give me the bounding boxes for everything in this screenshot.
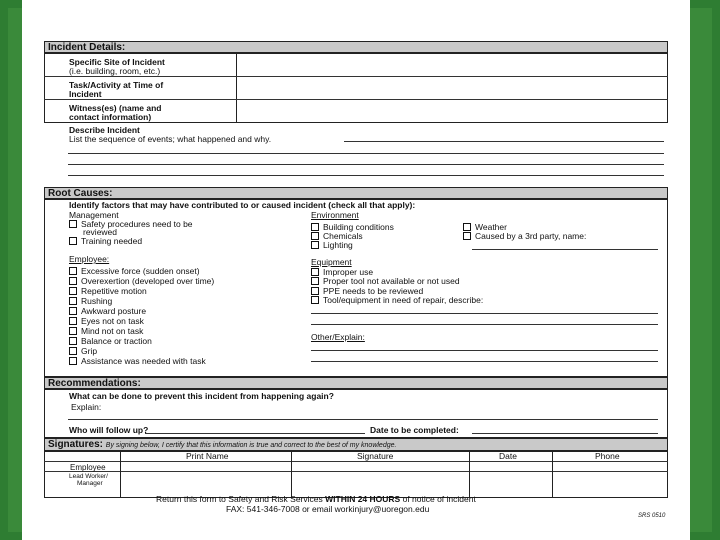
- checkbox-icon: [463, 232, 471, 240]
- third-party-line[interactable]: [472, 249, 658, 250]
- task-field[interactable]: [238, 77, 666, 98]
- checkbox-training-needed[interactable]: Training needed: [69, 236, 142, 246]
- safety-procedures-cont: reviewed: [83, 227, 118, 237]
- checkbox-employee-item[interactable]: Rushing: [69, 296, 112, 306]
- checkbox-icon: [69, 237, 77, 245]
- col-signature: Signature: [357, 451, 394, 461]
- describe-line[interactable]: [68, 175, 664, 176]
- date-completed-line[interactable]: [472, 433, 658, 434]
- describe-line[interactable]: [344, 141, 664, 142]
- prevent-question: What can be done to prevent this incident from happening again?: [69, 391, 334, 401]
- checkbox-employee-item[interactable]: Eyes not on task: [69, 316, 144, 326]
- signatures-note: By signing below, I certify that this information is true and correct to the best of my knowledge.: [105, 442, 397, 449]
- checkbox-icon: [463, 223, 471, 231]
- checkbox-icon: [69, 337, 77, 345]
- row-manager: Manager: [77, 480, 103, 487]
- checkbox-proper-tool[interactable]: Proper tool not available or not used: [311, 276, 460, 286]
- checkbox-icon: [69, 307, 77, 315]
- checkbox-third-party[interactable]: Caused by a 3rd party, name:: [463, 231, 586, 241]
- col-date: Date: [499, 451, 517, 461]
- col-print-name: Print Name: [186, 451, 229, 461]
- describe-line[interactable]: [68, 153, 664, 154]
- checkbox-icon: [69, 347, 77, 355]
- follow-up-label: Who will follow up?: [69, 425, 149, 435]
- checkbox-icon: [69, 220, 77, 228]
- checkbox-icon: [311, 241, 319, 249]
- checkbox-employee-item[interactable]: Assistance was needed with task: [69, 356, 206, 366]
- follow-up-line[interactable]: [145, 433, 365, 434]
- employee-signature-field[interactable]: [292, 462, 468, 471]
- site-label: Specific Site of Incident: [69, 57, 165, 67]
- task-label: Task/Activity at Time of: [69, 80, 164, 90]
- checkbox-icon: [311, 287, 319, 295]
- checkbox-lighting[interactable]: Lighting: [311, 240, 353, 250]
- checkbox-icon: [69, 287, 77, 295]
- witness-label: Witness(es) (name and: [69, 103, 162, 113]
- checkbox-employee-item[interactable]: Balance or traction: [69, 336, 152, 346]
- checkbox-icon: [311, 277, 319, 285]
- management-label: Management: [69, 210, 119, 220]
- employee-date-field[interactable]: [470, 462, 551, 471]
- equipment-line[interactable]: [311, 313, 658, 314]
- label-divider: [236, 53, 237, 123]
- checkbox-icon: [311, 296, 319, 304]
- checkbox-employee-item[interactable]: Awkward posture: [69, 306, 146, 316]
- other-line[interactable]: [311, 350, 658, 351]
- checkbox-employee-item[interactable]: Mind not on task: [69, 326, 143, 336]
- identify-instruction: Identify factors that may have contributed to or caused incident (check all that apply):: [69, 200, 416, 210]
- witness-label-2: contact information): [69, 112, 152, 122]
- other-label: Other/Explain:: [311, 332, 365, 342]
- explain-label: Explain:: [71, 402, 102, 412]
- root-causes-header: Root Causes:: [44, 187, 668, 199]
- footer-line-2: FAX: 541-346-7008 or email workinjury@uoregon.edu: [226, 504, 430, 514]
- describe-label: Describe Incident: [69, 125, 140, 135]
- signatures-header: [44, 438, 668, 451]
- checkbox-icon: [69, 357, 77, 365]
- task-label-2: Incident: [69, 89, 102, 99]
- checkbox-tool-repair[interactable]: Tool/equipment in need of repair, describe:: [311, 295, 483, 305]
- row-lead-worker: Lead Worker/: [69, 473, 108, 480]
- employee-phone-field[interactable]: [553, 462, 667, 471]
- explain-line[interactable]: [68, 419, 658, 420]
- equipment-label: Equipment: [311, 257, 352, 267]
- manager-phone-field[interactable]: [553, 472, 667, 497]
- equipment-line[interactable]: [311, 324, 658, 325]
- form-code: SRS 0510: [638, 513, 666, 519]
- environment-label: Environment: [311, 210, 359, 220]
- site-field[interactable]: [238, 54, 666, 75]
- incident-details-header: Incident Details:: [44, 41, 668, 53]
- checkbox-employee-item[interactable]: Repetitive motion: [69, 286, 147, 296]
- witness-field[interactable]: [238, 100, 666, 122]
- checkbox-icon: [311, 268, 319, 276]
- checkbox-icon: [69, 297, 77, 305]
- checkbox-improper-use[interactable]: Improper use: [311, 267, 373, 277]
- checkbox-chemicals[interactable]: Chemicals: [311, 231, 363, 241]
- checkbox-icon: [69, 317, 77, 325]
- row-employee: Employee: [70, 463, 106, 472]
- manager-date-field[interactable]: [470, 472, 551, 497]
- footer-line-1: Return this form to Safety and Risk Services WITHIN 24 HOURS of notice of incident: [156, 494, 476, 504]
- other-line[interactable]: [311, 361, 658, 362]
- checkbox-employee-item[interactable]: Excessive force (sudden onset): [69, 266, 200, 276]
- checkbox-icon: [311, 232, 319, 240]
- checkbox-icon: [69, 277, 77, 285]
- describe-sublabel: List the sequence of events; what happened and why.: [69, 134, 272, 144]
- checkbox-icon: [69, 327, 77, 335]
- checkbox-employee-item[interactable]: Overexertion (developed over time): [69, 276, 214, 286]
- checkbox-employee-item[interactable]: Grip: [69, 346, 97, 356]
- checkbox-weather[interactable]: Weather: [463, 222, 507, 232]
- checkbox-building-conditions[interactable]: Building conditions: [311, 222, 394, 232]
- col-phone: Phone: [595, 451, 620, 461]
- site-sublabel: (i.e. building, room, etc.): [69, 66, 161, 76]
- checkbox-safety-procedures[interactable]: Safety procedures need to be: [69, 219, 193, 229]
- date-completed-label: Date to be completed:: [370, 425, 459, 435]
- employee-print-name-field[interactable]: [121, 462, 290, 471]
- checkbox-ppe[interactable]: PPE needs to be reviewed: [311, 286, 423, 296]
- describe-line[interactable]: [68, 164, 664, 165]
- signatures-title: Signatures:: [48, 439, 104, 450]
- employee-label: Employee:: [69, 254, 110, 264]
- recommendations-header: Recommendations:: [44, 377, 668, 389]
- checkbox-icon: [311, 223, 319, 231]
- checkbox-icon: [69, 267, 77, 275]
